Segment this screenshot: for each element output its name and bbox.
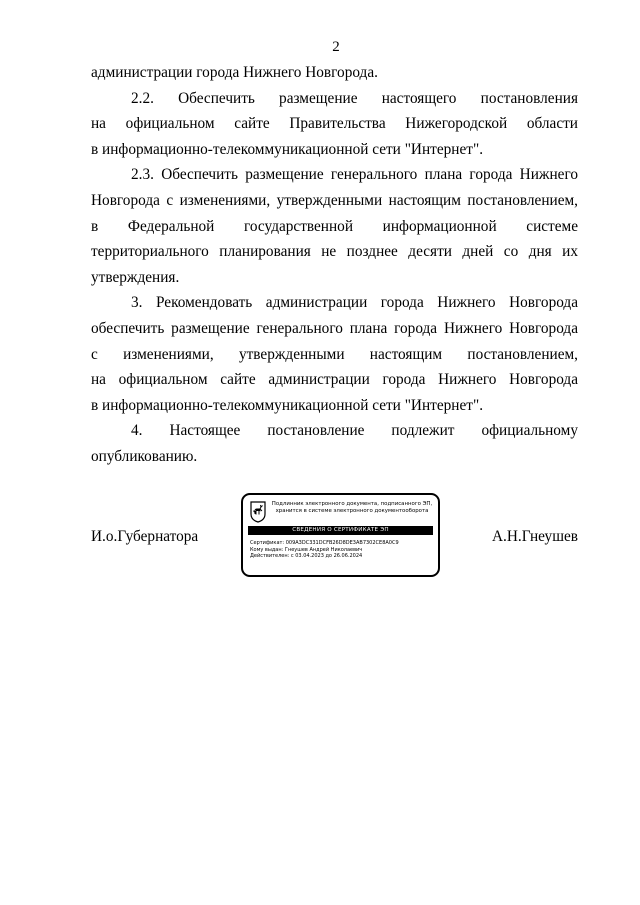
paragraph-continuation: [91, 60, 578, 86]
certificate-value: 009A3DC331DCFB26D8DE3AB7302CE8A0C9: [285, 540, 399, 546]
text-line: на официальном сайте Правительства Нижегородской области: [91, 115, 578, 133]
text-line: 2.3. Обеспечить размещение генерального плана города Нижнего: [131, 166, 578, 184]
text-line: в информационно-телекоммуникационной сети "Интернет".: [91, 396, 484, 414]
certificate-info-title: СВЕДЕНИЯ О СЕРТИФИКАТЕ ЭП: [248, 526, 433, 535]
text-line: обеспечить размещение генерального плана города Нижнего Новгорода: [91, 319, 578, 337]
stamp-header: [269, 501, 435, 515]
certificate-details: [250, 540, 435, 560]
text-line: в информационно-телекоммуникационной сети "Интернет".: [91, 140, 484, 158]
page-number: 2: [332, 39, 340, 55]
text-line: в Федеральной государственной информационной системе: [91, 217, 578, 235]
nizhny-novgorod-deer-emblem-icon: [250, 501, 266, 523]
certificate-row: [250, 540, 435, 547]
text-line: на официальном сайте администрации города Нижнего Новгорода: [91, 371, 578, 389]
text-line: 4. Настоящее постановление подлежит официальному: [131, 422, 578, 440]
signatory-position: И.о.Губернатора: [91, 528, 199, 545]
text-line: с изменениями, утвержденными настоящим постановлением,: [91, 345, 578, 363]
text-line: 3. Рекомендовать администрации города Нижнего Новгорода: [131, 294, 578, 312]
paragraph-4: [91, 418, 578, 469]
paragraph-3: [91, 290, 578, 418]
stamp-header-line: хранится в системе электронного документооборота: [275, 508, 429, 514]
validity-label: Действителен:: [250, 553, 290, 560]
paragraph-2-2: [91, 86, 578, 163]
paragraph-2-3: [91, 162, 578, 290]
text-line: администрации города Нижнего Новгорода.: [91, 64, 378, 81]
text-line: Новгорода с изменениями, утвержденными настоящим постановлением,: [91, 191, 578, 209]
text-line: утверждения.: [91, 268, 180, 286]
text-line: 2.2. Обеспечить размещение настоящего постановления: [131, 89, 578, 107]
text-line: территориального планирования не позднее десяти дней со дня их: [91, 243, 578, 261]
stamp-header-line: Подлинник электронного документа, подписанного ЭП,: [271, 501, 433, 507]
issued-to-label: Кому выдан:: [250, 546, 284, 553]
electronic-signature-stamp: [241, 493, 440, 577]
validity-value: с 03.04.2023 до 26.06.2024: [290, 553, 363, 560]
document-body: [91, 60, 578, 470]
issued-to-value: Гнеушев Андрей Николаевич: [284, 546, 363, 553]
signatory-name: А.Н.Гнеушев: [491, 528, 578, 545]
certificate-label: Сертификат:: [250, 540, 285, 546]
validity-row: [250, 553, 435, 560]
text-line: опубликованию.: [91, 447, 198, 465]
